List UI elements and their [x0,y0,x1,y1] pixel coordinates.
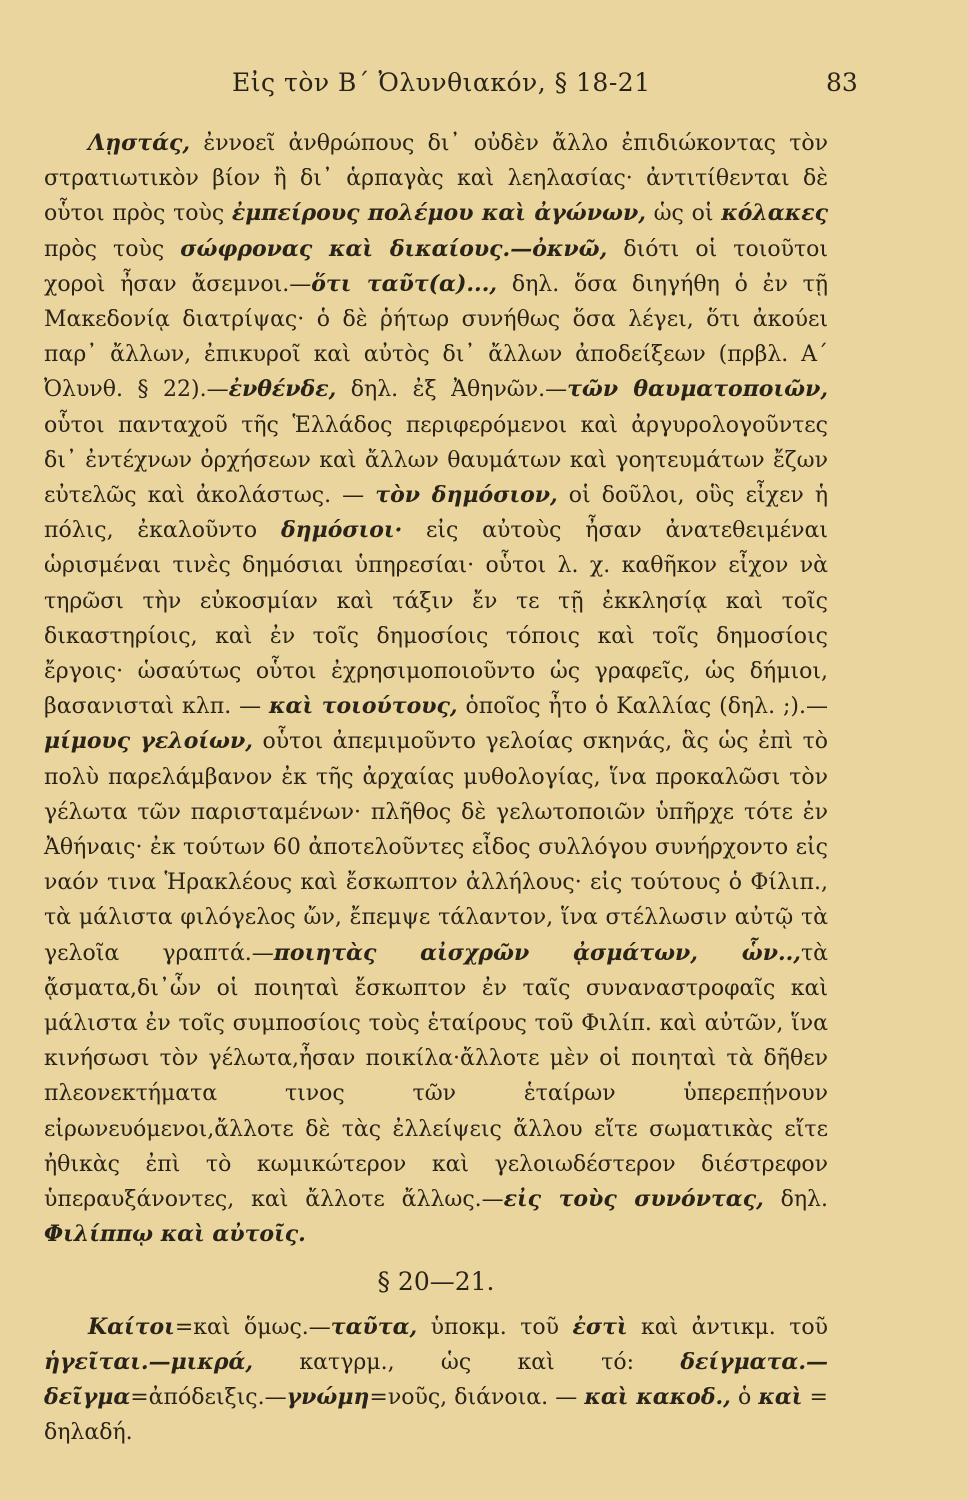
commentary-paragraph [44,1310,828,1451]
gloss: οὗτοι ἀπεμιμοῦντο γελοίας σκηνάς, ἃς ὡς ἐπὶ τὸ πολὺ παρελάμβανον ἐκ τῆς ἀρχαίας μυθολογίας, ἵνα προκαλῶσι τὸν γέλωτα τῶν παρισταμένων· πλῆθος δὲ γελωτοποιῶν ὑπῆρχε τότε ἐν Ἀθήναις· ἐκ τούτων 60 ἀποτελοῦντες εἶδος συλλόγου συνήρχοντο εἰς ναόν τινα Ἡρακλέους καὶ ἔσκωπτον ἀλλήλους· εἰς τούτους ὁ Φίλιπ., τὰ μάλιστα φιλόγελος ὤν, ἔπεμψε τάλαντον, ἵνα στέλλωσιν αὐτῷ τὰ γελοῖα γραπτά.— [44,729,828,966]
gloss: δηλ. ὅσα διηγήθη ὁ ἐν τῇ Μακεδονίᾳ διατρίψας· ὁ δὲ ῥήτωρ συνήθως ὅσα λέγει, ὅτι ἀκούει παρ᾽ ἄλλων, ἐπικυροῖ καὶ αὐτὸς δι᾽ ἄλλων ἀποδείξεων (πρβλ. Α΄ Ὀλυνθ. § 22).— [44,271,828,403]
lemma: καὶ κακοδ., [584,1383,731,1410]
gloss: =νοῦς, διάνοια. — [369,1384,585,1410]
lemma: ταῦτα, [330,1313,418,1340]
gloss: εἰς αὐτοὺς ἦσαν ἀνατεθειμέναι ὡρισμέναι τινὲς δημόσιαι ὑπηρεσίαι· οὗτοι λ. χ. καθῆκον εἶχον νὰ τηρῶσι τὴν εὐκοσμίαν καὶ τάξιν ἔν τε τῇ ἐκκλησίᾳ καὶ τοῖς δικαστηρίοις, καὶ ἐν τοῖς δημοσίοις τόποις καὶ τοῖς δημοσίοις ἔργοις· ὡσαύτως οὗτοι ἐχρησιμοποιοῦντο ὡς γραφεῖς, ὡς δήμιοι, βασανισταὶ κλπ. — [44,518,828,720]
lemma: ἐνθένδε, [228,376,337,403]
lemma: μίμους γελοίων, [44,728,253,755]
gloss: ὑποκμ. τοῦ [417,1314,573,1340]
lemma: Λῃστάς, [88,130,191,156]
running-header [0,68,968,104]
gloss: δηλ. ἐξ Ἀθηνῶν.— [336,377,568,403]
gloss: = δηλαδή. [44,1384,828,1446]
lemma: εἰς τοὺς συνόντας, [503,1186,764,1213]
gloss: οὗτοι πανταχοῦ τῆς Ἑλλάδος περιφερόμενοι καὶ ἀργυρολογοῦντες δι᾽ ἐντέχνων ὀρχήσεων καὶ ἄλλων θαυμάτων καὶ γοητευμάτων ἔζων εὐτελῶς καὶ ἀκολάστως. — [44,412,828,509]
lemma: καὶ τοιούτους, [269,693,458,720]
gloss: διότι οἱ τοιοῦτοι χοροὶ ἦσαν ἄσεμνοι.— [44,236,829,297]
gloss: τὰ ᾄσματα,δι᾽ὧν οἱ ποιηταὶ ἔσκωπτον ἐν ταῖς συναναστροφαῖς καὶ μάλιστα ἐν τοῖς συμποσίοις τοὺς ἑταίρους τοῦ Φιλίπ. καὶ αὐτῶν, ἵνα κινήσωσι τὸν γέλωτα,ἦσαν ποικίλα·ἄλλοτε μὲν οἱ ποιηταὶ τὰ δῆθεν πλεονεκτήματα τινος τῶν ἑταίρων ὑπερεπῄνουν εἰρωνευόμενοι,ἄλλοτε δὲ τὰς ἐλλείψεις ἄλλου εἴτε σωματικὰς εἴτε ἠθικὰς ἐπὶ τὸ κωμικώτερον καὶ γελοιωδέστερον διέστρεφον ὑπεραυξάνοντες, καὶ ἄλλοτε ἄλλως.— [44,940,828,1213]
lemma: δημόσιοι· [280,517,403,544]
lemma: καὶ [758,1383,803,1410]
lemma: ποιητὰς αἰσχρῶν ᾀσμάτων, ὧν.., [273,939,801,966]
lemma: γνώμη [286,1383,370,1410]
running-title: Εἰς τὸν Β΄ Ὀλυνθιακόν, § 18-21 [232,68,651,97]
lemma: Καίτοι [88,1313,175,1340]
lemma: τὸν δημόσιον, [375,482,558,509]
gloss: ὁποῖος ἦτο ὁ Καλλίας (δηλ. ;).— [457,694,828,720]
lemma: ἐμπείρους πολέμου καὶ ἀγώνων, [231,200,646,227]
gloss: δηλ. [763,1187,828,1213]
text-body [44,126,828,1450]
gloss: ὁ [730,1384,759,1410]
gloss: πρὸς τοὺς [44,236,181,262]
gloss: =ἀπόδειξις.— [130,1384,287,1410]
lemma: ὅτι ταῦτ(α)..., [311,270,498,297]
lemma: κόλακες [721,200,828,227]
page-number: 83 [826,68,858,97]
lemma: σώφρονας καὶ δικαίους.—ὀκνῶ, [180,235,608,262]
lemma: δείγματα.—δεῖγμα [44,1348,828,1410]
gloss: ἐννοεῖ ἀνθρώπους δι᾽ οὐδὲν ἄλλο ἐπιδιώκοντας τὸν στρατιωτικὸν βίον ἢ δι᾽ ἁρπαγὰς καὶ λεηλασίας· ἀντιτίθενται δὲ οὗτοι πρὸς τοὺς [44,131,828,227]
lemma: ἡγεῖται.—μικρά, [44,1348,254,1375]
lemma: ἐστὶ [572,1313,628,1340]
section-heading: § 20—21. [377,1266,495,1296]
gloss: ὡς οἱ [645,201,722,227]
lemma: Φιλίππῳ καὶ αὐτοῖς. [44,1221,306,1248]
commentary-paragraph [44,126,828,1253]
gloss: οἱ δοῦλοι, οὓς εἶχεν ἡ πόλις, ἐκαλοῦντο [44,483,828,544]
gloss: κατγρμ., ὡς καὶ τό: [253,1349,681,1375]
lemma: τῶν θαυματοποιῶν, [567,376,828,403]
gloss: καὶ ἀντικμ. τοῦ [627,1314,828,1340]
gloss: =καὶ ὅμως.— [174,1314,331,1340]
